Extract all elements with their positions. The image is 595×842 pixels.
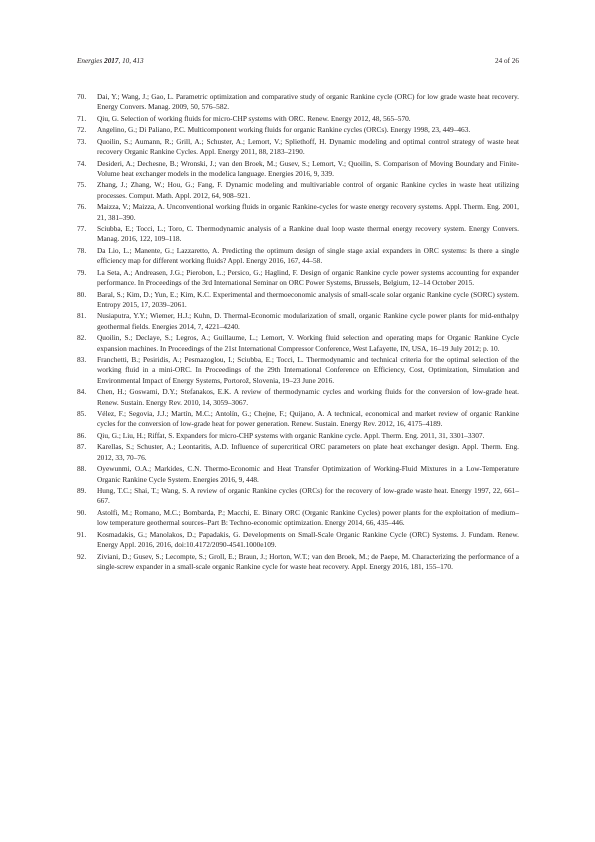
journal-citation	[77, 57, 144, 65]
reference-item	[77, 442, 519, 463]
reference-number: 83.	[77, 355, 87, 365]
reference-number: 74.	[77, 158, 87, 168]
page-number: 24 of 26	[495, 57, 519, 65]
reference-number: 73.	[77, 136, 87, 146]
reference-item	[77, 409, 519, 430]
reference-text: Qiu, G.; Liu, H.; Riffat, S. Expanders for micro-CHP systems with organic Rankine cycle. Appl. Therm. Eng. 2011, 31, 3301–3307.	[97, 430, 485, 440]
reference-number: 70.	[77, 92, 87, 101]
reference-text: Da Lio, L.; Manente, G.; Lazzaretto, A. Predicting the optimum design of single stage axial expanders in ORC systems: Is there a single efficiency map for different working fluids? Appl. Energy 2016, 167, 44–58.	[97, 245, 519, 266]
reference-text: Sciubba, E.; Tocci, L.; Toro, C. Thermodynamic analysis of a Rankine dual loop waste thermal energy recovery system. Energy Convers. Manag. 2016, 122, 109–118.	[97, 224, 519, 244]
reference-number: 75.	[77, 180, 87, 190]
reference-item	[77, 311, 519, 332]
reference-number: 78.	[77, 245, 87, 255]
journal-name: Energies	[77, 57, 105, 65]
reference-item	[77, 431, 519, 441]
reference-text: Oyewunmi, O.A.; Markides, C.N. Thermo-Economic and Heat Transfer Optimization of Working-Fluid Mixtures in a Low-Temperature Organic Rankine Cycle System. Energies 2016, 9, 448.	[97, 464, 519, 484]
reference-text: Quoilin, S.; Aumann, R.; Grill, A.; Schuster, A.; Lemort, V.; Spliethoff, H. Dynamic modeling and optimal control strategy of waste heat recovery Organic Rankine Cycles. Appl. Energy 2011, 88, 2183–2190.	[97, 136, 519, 157]
reference-number: 89.	[77, 486, 87, 496]
page-header	[77, 57, 519, 69]
reference-item	[77, 333, 519, 354]
reference-number: 77.	[77, 224, 87, 234]
reference-text: Kosmadakis, G.; Manolakos, D.; Papadakis, G. Developments on Small-Scale Organic Rankine Cycle (ORC) Systems. J. Fundam. Renew. Energy Appl. 2016, 2016, doi:10.4172/2090-4541.1000e109.	[97, 529, 519, 550]
reference-item	[77, 114, 519, 124]
reference-item	[77, 355, 519, 386]
reference-number: 82.	[77, 333, 87, 343]
reference-text: Quoilin, S.; Declaye, S.; Legros, A.; Guillaume, L.; Lemort, V. Working fluid selection and operating maps for Organic Rankine Cycle expansion machines. In Proceedings of the 21st International Compressor Conference, West Lafayette, IN, USA, 16–19 July 2012; p. 10.	[97, 333, 519, 353]
reference-number: 88.	[77, 464, 87, 474]
reference-item	[77, 290, 519, 311]
reference-text: Maizza, V.; Maizza, A. Unconventional working fluids in organic Rankine-cycles for waste energy recovery systems. Appl. Therm. Eng. 2001, 21, 381–390.	[97, 202, 519, 222]
reference-item	[77, 268, 519, 289]
reference-number: 92.	[77, 551, 87, 561]
reference-number: 72.	[77, 125, 87, 135]
reference-item	[77, 552, 519, 573]
reference-item	[77, 180, 519, 201]
journal-volume: , 10, 413	[118, 57, 144, 65]
reference-number: 80.	[77, 289, 87, 299]
reference-text: Baral, S.; Kim, D.; Yun, E.; Kim, K.C. Experimental and thermoeconomic analysis of small-scale solar organic Rankine cycle (SORC) system. Entropy 2015, 17, 2039–2061.	[97, 289, 519, 309]
reference-item	[77, 530, 519, 551]
reference-item	[77, 125, 519, 135]
reference-text: Astolfi, M.; Romano, M.C.; Bombarda, P.; Macchi, E. Binary ORC (Organic Rankine Cycles) power plants for the exploitation of medium–low temperature geothermal sources–Part B: Techno-economic optimization. Energy 2014, 66, 435–446.	[97, 507, 519, 528]
reference-item	[77, 486, 519, 507]
reference-item	[77, 224, 519, 245]
reference-text: Angelino, G.; Di Paliano, P.C. Multicomponent working fluids for organic Rankine cycles (ORCs). Energy 1998, 23, 449–463.	[97, 125, 471, 135]
reference-number: 87.	[77, 442, 87, 452]
reference-item	[77, 246, 519, 267]
reference-number: 85.	[77, 409, 87, 419]
reference-text: Ziviani, D.; Gusev, S.; Lecompte, S.; Groll, E.; Braun, J.; Horton, W.T.; van den Broek, M.; de Paepe, M. Characterizing the performance of a single-screw expander in a small-scale organic Rankine cycle for waste heat recovery. Appl. Energy 2016, 181, 155–170.	[97, 551, 519, 571]
reference-number: 86.	[77, 430, 87, 440]
journal-year: 2017	[104, 57, 119, 65]
reference-item	[77, 137, 519, 158]
reference-item	[77, 92, 519, 113]
reference-number: 79.	[77, 267, 87, 277]
reference-text: Vélez, F.; Segovia, J.J.; Martín, M.C.; Antolín, G.; Chejne, F.; Quijano, A. A technical, economical and market review of organic Rankine cycles for the conversion of low-grade heat for power generation. Renew. Sustain. Energy Rev. 2012, 16, 4175–4189.	[97, 409, 519, 429]
reference-number: 90.	[77, 507, 87, 517]
reference-item	[77, 202, 519, 223]
reference-list	[77, 92, 519, 573]
reference-text: Dai, Y.; Wang, J.; Gao, L. Parametric optimization and comparative study of organic Rankine cycle (ORC) for low grade waste heat recovery. Energy Convers. Manag. 2009, 50, 576–582.	[97, 92, 519, 112]
reference-text: Nusiaputra, Y.Y.; Wiemer, H.J.; Kuhn, D. Thermal-Economic modularization of small, organic Rankine cycle power plants for mid-enthalpy geothermal fields. Energies 2014, 7, 4221–4240.	[97, 311, 519, 331]
reference-item	[77, 387, 519, 408]
reference-number: 71.	[77, 113, 87, 123]
reference-text: La Seta, A.; Andreasen, J.G.; Pierobon, L.; Persico, G.; Haglind, F. Design of organic Rankine cycle power systems accounting for expander performance. In Proceedings of the 3rd International Seminar on ORC Power Systems, Brussels, Belgium, 12–14 October 2015.	[97, 267, 519, 288]
reference-number: 81.	[77, 311, 87, 321]
reference-text: Hung, T.C.; Shai, T.; Wang, S. A review of organic Rankine cycles (ORCs) for the recovery of low-grade waste heat. Energy 1997, 22, 661–667.	[97, 486, 519, 506]
reference-text: Chen, H.; Goswami, D.Y.; Stefanakos, E.K. A review of thermodynamic cycles and working fluids for the conversion of low-grade heat. Renew. Sustain. Energy Rev. 2010, 14, 3059–3067.	[97, 387, 519, 407]
reference-item	[77, 464, 519, 485]
reference-text: Karellas, S.; Schuster, A.; Leontaritis, A.D. Influence of supercritical ORC parameters on plate heat exchanger design. Appl. Therm. Eng. 2012, 33, 70–76.	[97, 442, 519, 462]
reference-number: 91.	[77, 529, 87, 539]
reference-item	[77, 159, 519, 180]
reference-number: 84.	[77, 387, 87, 397]
reference-text: Qiu, G. Selection of working fluids for micro-CHP systems with ORC. Renew. Energy 2012, 48, 565–570.	[97, 113, 411, 123]
reference-text: Desideri, A.; Dechesne, B.; Wronski, J.; van den Broek, M.; Gusev, S.; Lemort, V.; Quoilin, S. Comparison of Moving Boundary and Finite-Volume heat exchanger models in the modelica language. Energies 2016, 9, 339.	[97, 158, 519, 178]
reference-item	[77, 508, 519, 529]
reference-number: 76.	[77, 202, 87, 212]
reference-text: Zhang, J.; Zhang, W.; Hou, G.; Fang, F. Dynamic modeling and multivariable control of organic Rankine cycles in waste heat utilizing processes. Comput. Math. Appl. 2012, 64, 908–921.	[97, 180, 519, 200]
reference-text: Franchetti, B.; Pesiridis, A.; Pesmazoglou, I.; Sciubba, E.; Tocci, L. Thermodynamic and technical criteria for the optimal selection of the working fluid in a mini-ORC. In Proceedings of the 29th International Conference on Efficiency, Cost, Optimization, Simulation and Environmental Impact of Energy Systems, Portorož, Slovenia, 19–23 June 2016.	[97, 355, 519, 385]
